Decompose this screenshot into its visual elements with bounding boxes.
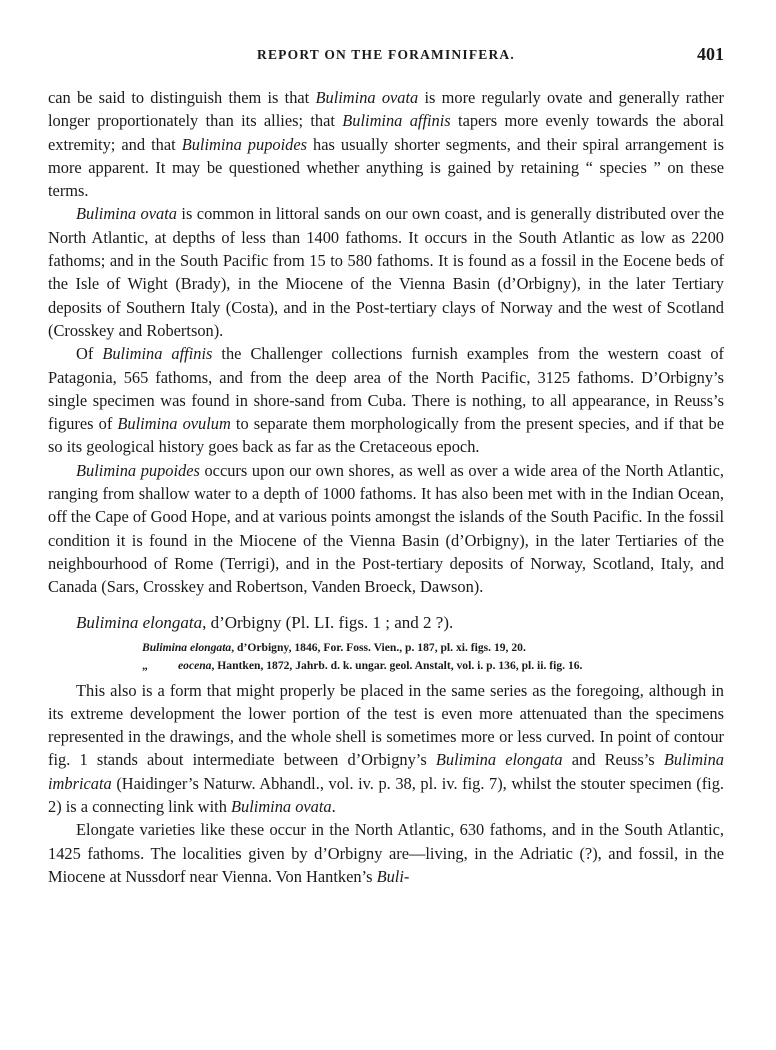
running-title: REPORT ON THE FORAMINIFERA. bbox=[257, 47, 515, 62]
italic-text: Bulimina ovulum bbox=[117, 414, 231, 434]
text-run: . bbox=[331, 797, 336, 817]
text-run: to separate them morphologically from the present species, and if that be so its geological history goes back as far as the Cretaceous epoch. bbox=[48, 414, 724, 457]
text-run: can be said to distinguish them is that bbox=[48, 88, 316, 107]
synonym-citation: , Hantken, 1872, Jahrb. d. k. ungar. geol. Anstalt, vol. i. p. 136, pl. ii. fig. 16. bbox=[211, 658, 583, 672]
italic-text: Bulimina elongata bbox=[435, 750, 563, 770]
page-header bbox=[48, 44, 724, 68]
italic-text: Buli- bbox=[376, 866, 410, 886]
species-name: Bulimina elongata bbox=[76, 612, 203, 632]
italic-text: Bulimina pupoides bbox=[76, 460, 200, 480]
italic-text: Bulimina pupoides bbox=[181, 134, 307, 154]
text-run: is more regularly ovate and generally rather longer proportionately than its allies; that bbox=[48, 88, 724, 131]
italic-text: Bulimina ovata bbox=[231, 797, 332, 817]
page-body bbox=[48, 86, 724, 888]
text-run: tapers more evenly towards the aboral extremity; and that bbox=[48, 111, 724, 154]
page-number: 401 bbox=[697, 44, 724, 64]
synonym-name: eocena bbox=[178, 658, 212, 672]
paragraph bbox=[48, 679, 724, 819]
species-heading bbox=[48, 611, 724, 635]
species-authority: , d’Orbigny (Pl. LI. figs. 1 ; and 2 ?). bbox=[202, 612, 454, 632]
paragraph bbox=[48, 202, 724, 342]
paragraph bbox=[48, 818, 724, 888]
paragraph bbox=[48, 459, 724, 599]
italic-text: Bulimina ovata bbox=[76, 204, 177, 224]
text-run: has usually shorter segments, and their spiral arrangement is more apparent. It may be questioned whether anything is gained by retaining “ species ” on these terms. bbox=[48, 134, 724, 201]
synonym-name: Bulimina elongata bbox=[142, 640, 232, 654]
text-run: Of bbox=[76, 344, 103, 364]
italic-text: Bulimina affinis bbox=[102, 344, 213, 364]
text-run: the Challenger collections furnish examples from the western coast of Patagonia, 565 fathoms, and from the deep area of the North Pacific, 3125 fathoms. D’Orbigny’s single specimen was found in shore-sand from Cuba. There is nothing, to all appearance, in Reuss’s figures of bbox=[48, 344, 724, 434]
synonymy-entry bbox=[48, 657, 724, 675]
text-run: is common in littoral sands on our own coast, and is generally distributed over the North Atlantic, at depths of less than 1400 fathoms. It occurs in the South Atlantic as low as 2200 fathoms; and in the South Pacific from 15 to 580 fathoms. It is found as a fossil in the Eocene beds of the Isle of Wight (Brady), in the Miocene of the Vienna Basin (d’Orbigny), in the later Tertiary deposits of Southern Italy (Costa), and in the Post-tertiary clays of Norway and the west of Scotland (Crosskey and Robertson). bbox=[48, 204, 724, 340]
text-run: This also is a form that might properly be placed in the same series as the foregoing, although in its extreme development the lower portion of the test is even more attenuated than the specimens represented in the drawings, and the whole shell is sometimes more or less curved. In point of contour fig. 1 stands about intermediate between d’Orbigny’s bbox=[48, 680, 724, 770]
synonymy-entry bbox=[48, 639, 724, 657]
italic-text: Bulimina ovata bbox=[315, 88, 419, 107]
synonym-citation: , d’Orbigny, 1846, For. Foss. Vien., p. 187, pl. xi. figs. 19, 20. bbox=[231, 640, 526, 654]
text-run: (Haidinger’s Naturw. Abhandl., vol. iv. p. 38, pl. iv. fig. 7), whilst the stouter specimen (fig. 2) is a connecting link with bbox=[48, 773, 724, 817]
italic-text: Bulimina imbricata bbox=[48, 750, 724, 793]
italic-text: Bulimina affinis bbox=[342, 111, 451, 131]
ditto-mark: „ bbox=[142, 658, 148, 672]
text-run: and Reuss’s bbox=[562, 750, 664, 770]
paragraph bbox=[48, 342, 724, 458]
text-run: Elongate varieties like these occur in the North Atlantic, 630 fathoms, and in the South Atlantic, 1425 fathoms. The localities given by d’Orbigny are—living, in the Adriatic (?), and fossil, in the Miocene at Nussdorf near Vienna. Von Hantken’s bbox=[48, 820, 724, 886]
text-run: occurs upon our own shores, as well as over a wide area of the North Atlantic, ranging from shallow water to a depth of 1000 fathoms. It has also been met with in the Indian Ocean, off the Cape of Good Hope, and at various points amongst the islands of the South Pacific. In the fossil condition it is found in the Miocene of the Vienna Basin (d’Orbigny), in the later Tertiaries of the neighbourhood of Rome (Terrigi), and in the Post-tertiary deposits of Norway, Scotland, Italy, and Canada (Sars, Crosskey and Robertson, Vanden Broeck, Dawson). bbox=[48, 460, 724, 597]
paragraph bbox=[48, 86, 724, 202]
